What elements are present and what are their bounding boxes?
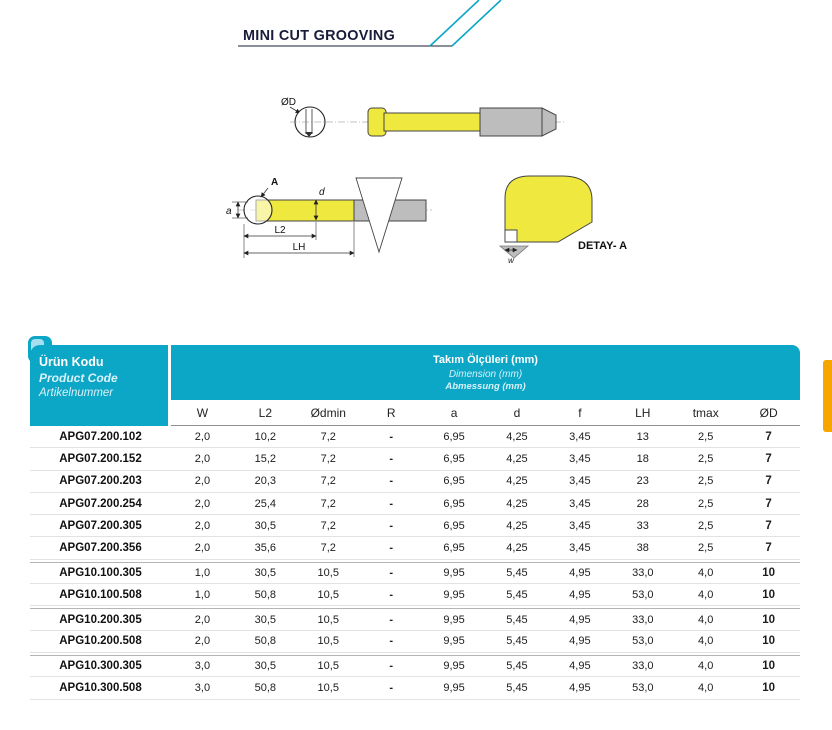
dimension-value: 2,5: [698, 542, 714, 555]
dimension-value: 4,25: [506, 475, 528, 488]
dimension-value: 2,5: [698, 452, 714, 465]
od-label: ØD: [281, 97, 296, 108]
dimension-value: 25,4: [254, 497, 277, 510]
product-code: APG10.300.305: [59, 660, 142, 673]
dimension-value: 7,2: [320, 475, 336, 488]
product-code: APG10.300.508: [59, 681, 142, 694]
dimension-value: 4,25: [506, 452, 528, 465]
column-header: f: [578, 405, 582, 420]
dimension-value: -: [389, 430, 393, 443]
column-header: a: [450, 405, 458, 420]
dimension-value: 30,5: [254, 566, 277, 579]
dimension-value: 2,0: [194, 497, 211, 510]
dimension-value: -: [389, 660, 393, 673]
dimension-cells: [171, 635, 800, 647]
dimension-value: 4,95: [569, 681, 591, 694]
column-header-row: [171, 400, 800, 426]
detail-view: [500, 176, 627, 265]
dimension-value: 6,95: [443, 542, 465, 555]
dimension-value: 2,0: [194, 542, 211, 555]
dimension-value: 4,25: [506, 542, 528, 555]
dimension-cells: [171, 520, 800, 532]
dimension-value: 3,45: [569, 542, 591, 555]
dimension-value: 30,5: [254, 613, 277, 626]
dimension-value: 15,2: [254, 452, 277, 465]
dimension-value: 4,0: [698, 588, 714, 601]
dimension-value: 4,95: [569, 660, 591, 673]
product-code-header-en: Product Code: [39, 370, 118, 385]
detail-marker-label: A: [271, 177, 279, 188]
dimension-value: -: [389, 681, 393, 694]
dim-a-label: a: [226, 206, 232, 217]
dimension-value: 4,95: [569, 566, 591, 579]
dimension-cells: [171, 475, 800, 487]
dimension-cells: [171, 498, 800, 510]
dimension-cells: [171, 589, 800, 601]
dimension-value: 38: [636, 542, 649, 555]
dimension-value: 4,25: [506, 519, 528, 532]
dimension-value: -: [389, 613, 393, 626]
product-code-header: [30, 345, 168, 426]
dimension-value: -: [389, 497, 393, 510]
dimension-value: 10: [762, 588, 775, 601]
dimension-view: [226, 177, 432, 258]
table-row: [30, 562, 800, 584]
dimension-value: 30,5: [254, 519, 277, 532]
product-code: APG10.200.508: [59, 635, 142, 648]
dimension-value: -: [389, 566, 393, 579]
dimension-value: 13: [636, 430, 649, 443]
dimension-value: 7,2: [320, 542, 336, 555]
dimension-value: 4,0: [698, 613, 714, 626]
dimension-value: 2,5: [698, 430, 714, 443]
dimension-value: 3,45: [569, 452, 591, 465]
dimension-value: 1,0: [194, 588, 211, 601]
dimension-value: 5,45: [506, 660, 528, 673]
dimension-value: 2,5: [698, 519, 714, 532]
column-header: W: [196, 405, 209, 420]
dimension-cells: [171, 614, 800, 626]
table-row: [30, 426, 800, 448]
column-header: tmax: [692, 405, 719, 420]
dimension-value: 4,95: [569, 613, 591, 626]
dimension-value: 10,5: [317, 681, 339, 694]
dimension-cells: [171, 453, 800, 465]
dimension-value: 30,5: [254, 660, 277, 673]
dimension-columns: [171, 345, 800, 426]
dimension-value: 7: [765, 542, 772, 555]
dimension-cells: [171, 682, 800, 694]
dimension-value: 28: [636, 497, 649, 510]
dim-l2-label: L2: [274, 225, 286, 236]
dimension-cells: [171, 660, 800, 672]
product-code: APG07.200.254: [59, 497, 142, 510]
dimension-value: 10,2: [254, 430, 277, 443]
dimension-value: 2,0: [194, 613, 211, 626]
product-code: APG10.200.305: [59, 613, 142, 626]
dimension-value: 5,45: [506, 588, 528, 601]
dimension-value: 50,8: [254, 681, 277, 694]
dimension-value: 2,5: [698, 497, 714, 510]
dimension-value: 10,5: [317, 635, 339, 648]
dimension-value: 6,95: [443, 497, 465, 510]
column-header: LH: [635, 405, 651, 420]
dimension-value: 33,0: [632, 660, 654, 673]
dimension-value: 4,95: [569, 588, 591, 601]
detail-title: DETAY- A: [578, 240, 628, 252]
dimension-value: 4,0: [698, 566, 714, 579]
product-code: APG10.100.508: [59, 588, 142, 601]
table-row: [30, 677, 800, 699]
dimension-value: 9,95: [443, 588, 465, 601]
dimension-value: 7: [765, 452, 772, 465]
column-header: R: [386, 405, 396, 420]
dimension-value: 4,25: [506, 430, 528, 443]
dimension-value: 50,8: [254, 635, 277, 648]
dimension-cells: [171, 542, 800, 554]
dimension-value: 7,2: [320, 430, 336, 443]
table-row: [30, 608, 800, 630]
table-row: [30, 448, 800, 470]
table-row: [30, 537, 800, 559]
dimension-value: 20,3: [254, 475, 277, 488]
dimension-value: 7: [765, 475, 772, 488]
dim-w-label: w: [508, 256, 514, 265]
product-code: APG07.200.102: [59, 430, 142, 443]
dimension-value: 10: [762, 635, 775, 648]
table-row: [30, 493, 800, 515]
dimension-value: 35,6: [254, 542, 277, 555]
page-edge-tab: [823, 360, 832, 432]
dimension-value: 10,5: [317, 613, 339, 626]
dimension-value: 4,0: [698, 681, 714, 694]
dimension-value: 9,95: [443, 635, 465, 648]
dimension-value: -: [389, 588, 393, 601]
dimension-value: 2,0: [194, 430, 211, 443]
table-row: [30, 584, 800, 606]
dimension-value: 10: [762, 660, 775, 673]
dimension-value: 6,95: [443, 475, 465, 488]
table-row: [30, 471, 800, 493]
dimension-value: 53,0: [632, 681, 654, 694]
dimension-value: -: [389, 452, 393, 465]
dimension-value: 2,0: [194, 635, 211, 648]
product-code-header-de: Artikelnummer: [39, 387, 114, 400]
dimension-value: 2,0: [194, 475, 211, 488]
dimension-value: -: [389, 475, 393, 488]
product-table: [30, 345, 800, 700]
dimension-value: 4,95: [569, 635, 591, 648]
dimension-value: 3,45: [569, 430, 591, 443]
product-code: APG07.200.152: [59, 452, 142, 465]
dimension-value: 10: [762, 566, 775, 579]
dimension-value: 7: [765, 430, 772, 443]
dimension-value: 2,0: [194, 519, 211, 532]
table-header: [30, 345, 800, 426]
dimension-value: 10,5: [317, 660, 339, 673]
product-code-header-tr: Ürün Kodu: [39, 355, 104, 369]
dimension-value: 3,0: [194, 660, 211, 673]
dim-lh-label: LH: [292, 242, 306, 253]
dimension-value: 10,5: [317, 588, 339, 601]
dimension-value: 10: [762, 613, 775, 626]
dimension-value: 50,8: [254, 588, 277, 601]
dimension-value: 6,95: [443, 452, 465, 465]
technical-drawing: [0, 50, 832, 320]
dimension-value: 2,0: [194, 452, 211, 465]
table-row: [30, 631, 800, 653]
dimension-value: 7,2: [320, 519, 336, 532]
dimension-value: 4,25: [506, 497, 528, 510]
dimension-value: 9,95: [443, 566, 465, 579]
dimension-value: 3,45: [569, 475, 591, 488]
dimension-value: 18: [636, 452, 649, 465]
table-row: [30, 655, 800, 677]
dim-d-label: d: [319, 187, 325, 198]
dimension-value: 10: [762, 681, 775, 694]
dimension-value: -: [389, 635, 393, 648]
dimension-value: 5,45: [506, 635, 528, 648]
dimension-value: 7,2: [320, 452, 336, 465]
dimension-value: 5,45: [506, 681, 528, 694]
dimension-header-de: Abmessung (mm): [445, 381, 526, 393]
product-code: APG10.100.305: [59, 566, 142, 579]
product-code: APG07.200.305: [59, 519, 142, 532]
dimension-value: 9,95: [443, 660, 465, 673]
dimension-value: 10,5: [317, 566, 339, 579]
dimension-value: 5,45: [506, 566, 528, 579]
dimension-value: 23: [636, 475, 649, 488]
dimension-cells: [171, 431, 800, 443]
dimension-value: 3,0: [194, 681, 211, 694]
dimension-value: 33,0: [632, 566, 654, 579]
dimension-value: 7: [765, 497, 772, 510]
dimension-value: 3,45: [569, 519, 591, 532]
product-code: APG07.200.203: [59, 475, 142, 488]
table-body: [30, 426, 800, 700]
column-header: L2: [258, 405, 273, 420]
column-header: Ødmin: [310, 405, 346, 420]
dimension-header-en: Dimension (mm): [448, 368, 523, 380]
dimension-value: 4,0: [698, 635, 714, 648]
dimension-header: [171, 345, 800, 400]
dimension-value: -: [389, 542, 393, 555]
dimension-value: 6,95: [443, 430, 465, 443]
dimension-value: 7: [765, 519, 772, 532]
dimension-value: 33,0: [632, 613, 654, 626]
dimension-value: 3,45: [569, 497, 591, 510]
dimension-value: 7,2: [320, 497, 336, 510]
dimension-value: 53,0: [632, 635, 654, 648]
side-view: [290, 108, 565, 136]
dimension-header-tr: Takım Ölçüleri (mm): [433, 354, 538, 366]
column-header: ØD: [759, 405, 778, 420]
table-row: [30, 515, 800, 537]
dimension-value: 6,95: [443, 519, 465, 532]
dimension-value: 53,0: [632, 588, 654, 601]
dimension-value: 2,5: [698, 475, 714, 488]
column-header: d: [513, 405, 521, 420]
front-view: [281, 97, 325, 137]
page-title: MINI CUT GROOVING: [243, 27, 396, 44]
dimension-cells: [171, 567, 800, 579]
dimension-value: 9,95: [443, 681, 465, 694]
dimension-value: 9,95: [443, 613, 465, 626]
dimension-value: 4,0: [698, 660, 714, 673]
dimension-value: 33: [636, 519, 649, 532]
dimension-value: 1,0: [194, 566, 211, 579]
header-accent-lines: [0, 0, 832, 50]
dimension-value: -: [389, 519, 393, 532]
product-code: APG07.200.356: [59, 542, 142, 555]
dimension-value: 5,45: [506, 613, 528, 626]
